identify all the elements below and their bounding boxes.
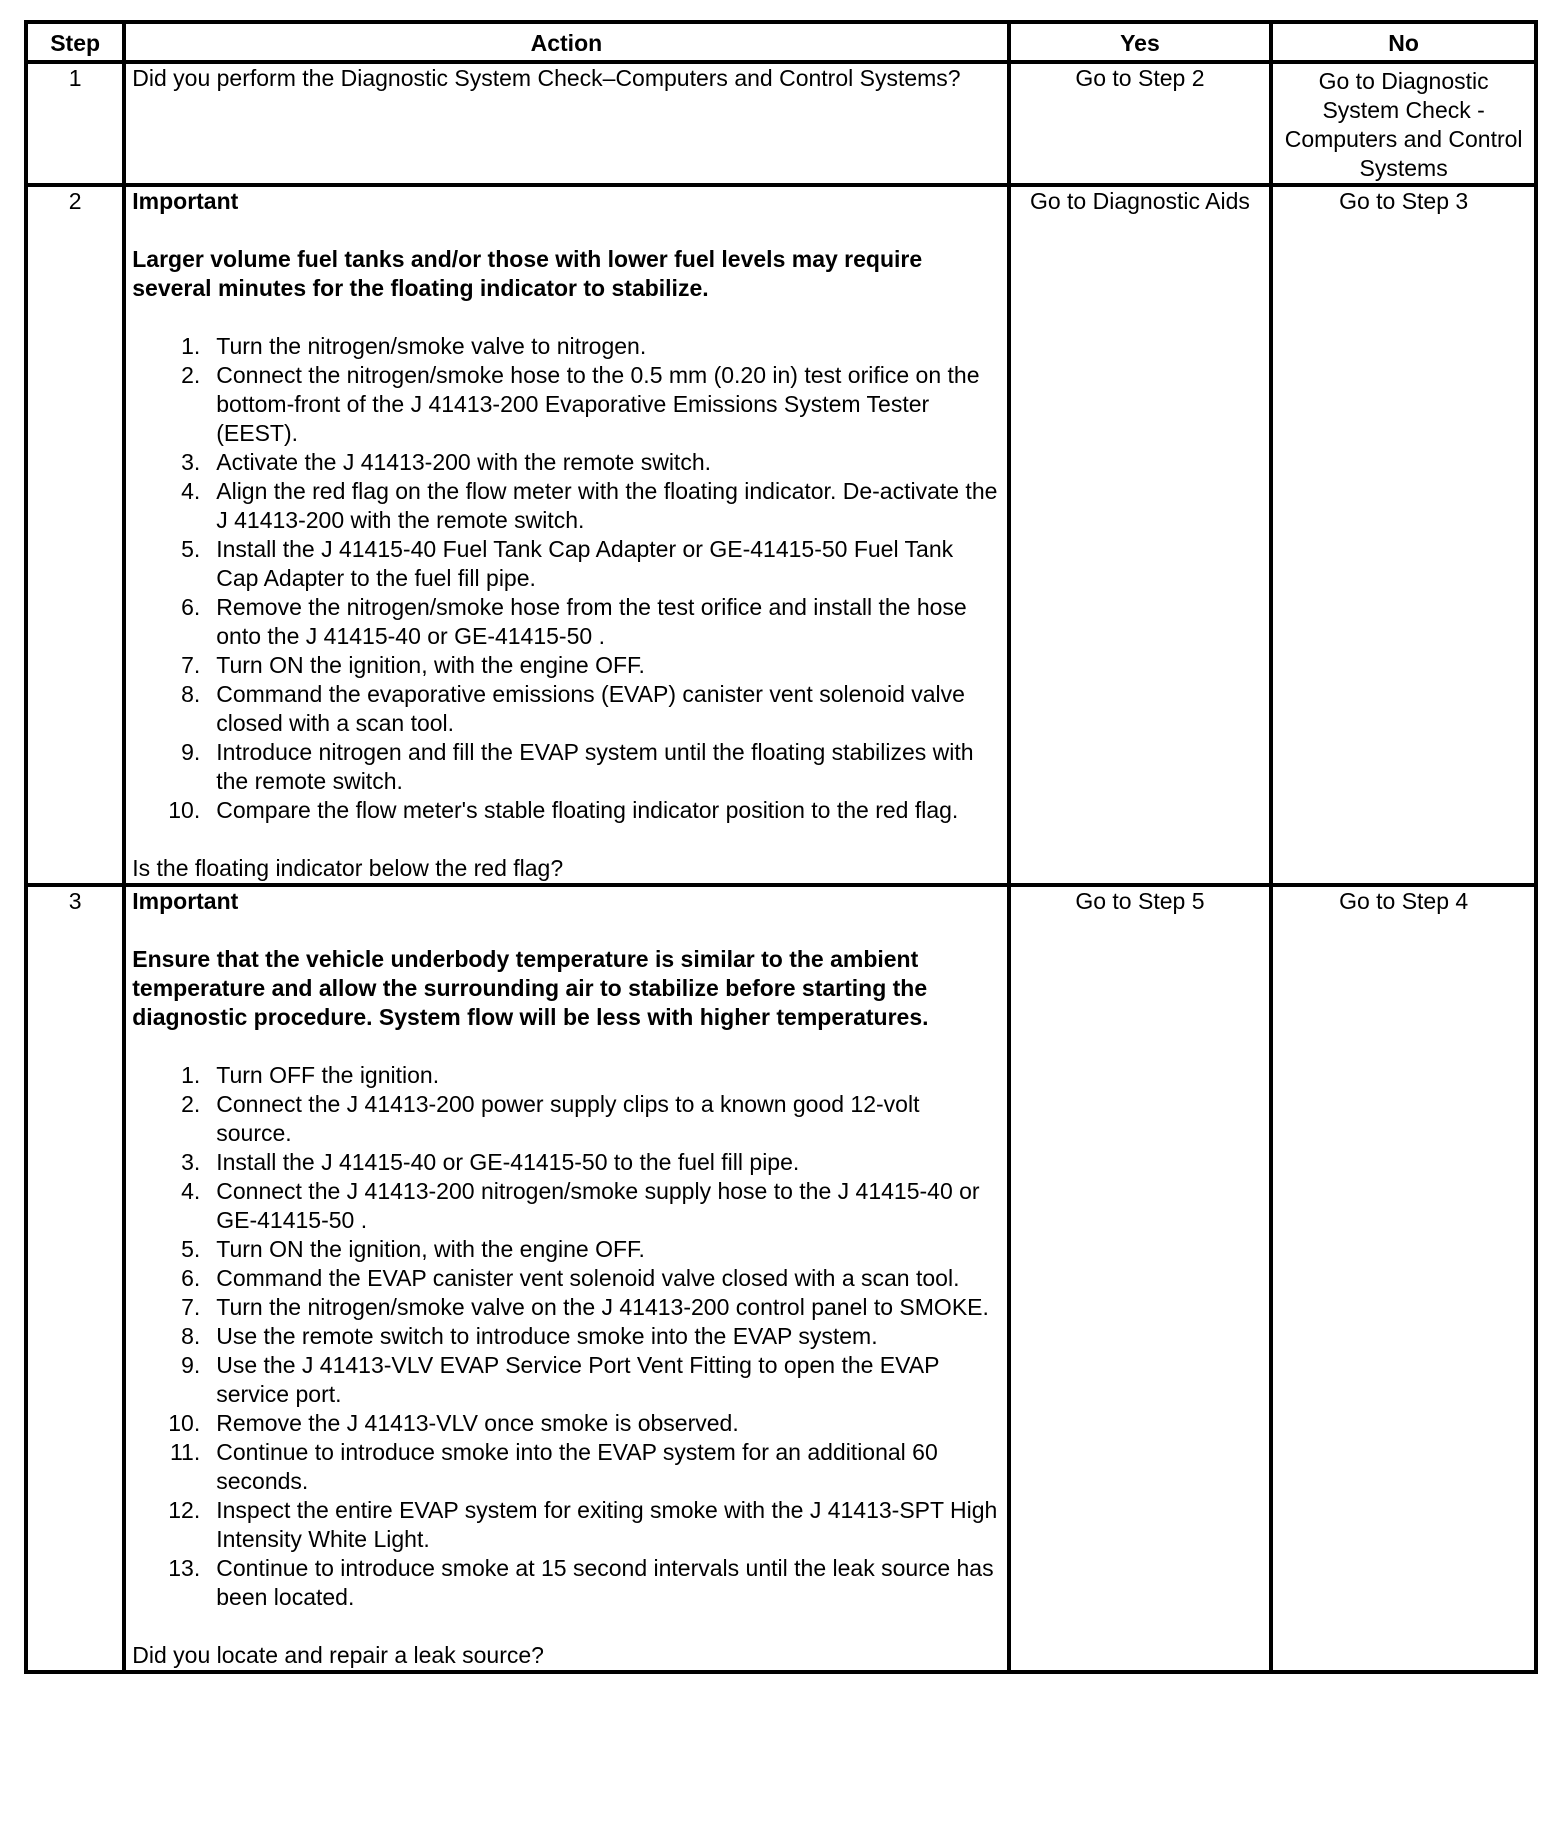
list-item-text: Introduce nitrogen and fill the EVAP system until the floating stabilizes with the remote switch. — [216, 739, 974, 794]
question-text: Did you locate and repair a leak source? — [132, 1642, 544, 1668]
header-action: Action — [124, 22, 1008, 62]
list-item-text: Remove the nitrogen/smoke hose from the test orifice and install the hose onto the J 41415-40 or GE-41415-50 . — [216, 594, 967, 649]
header-row — [26, 22, 1536, 62]
list-item — [132, 738, 1000, 796]
list-item-text: Connect the nitrogen/smoke hose to the 0.5 mm (0.20 in) test orifice on the bottom-front of the J 41413-200 Evaporative Emissions System Tester (EEST). — [216, 362, 980, 446]
list-item-number: 4. — [181, 478, 201, 504]
list-item-number: 8. — [181, 1323, 201, 1349]
list-item — [132, 796, 1000, 825]
list-item-number: 1. — [181, 333, 201, 359]
yes-cell: Go to Diagnostic Aids — [1009, 185, 1272, 885]
list-item-number: 3. — [181, 1149, 201, 1175]
list-item-number: 4. — [181, 1178, 201, 1204]
list-item-number: 10. — [168, 1410, 201, 1436]
list-item-text: Use the remote switch to introduce smoke into the EVAP system. — [216, 1323, 878, 1349]
step-number: 2 — [26, 185, 124, 885]
list-item-text: Align the red flag on the flow meter with the floating indicator. De-activate the J 41413-200 with the remote switch. — [216, 478, 998, 533]
list-item-text: Turn the nitrogen/smoke valve on the J 41413-200 control panel to SMOKE. — [216, 1294, 989, 1320]
list-item-number: 6. — [181, 594, 201, 620]
list-item-number: 13. — [168, 1555, 201, 1581]
list-item-number: 8. — [181, 681, 201, 707]
list-item — [132, 448, 1000, 477]
list-item — [132, 1351, 1000, 1409]
list-item — [132, 1438, 1000, 1496]
list-item-number: 2. — [181, 362, 201, 388]
list-item — [132, 1235, 1000, 1264]
list-item — [132, 1264, 1000, 1293]
header-yes: Yes — [1009, 22, 1272, 62]
list-item — [132, 1409, 1000, 1438]
step-number: 1 — [26, 62, 124, 185]
diagnostic-table — [24, 20, 1538, 1674]
list-item-text: Command the EVAP canister vent solenoid valve closed with a scan tool. — [216, 1265, 960, 1291]
list-item-number: 6. — [181, 1265, 201, 1291]
list-item — [132, 680, 1000, 738]
list-item-number: 10. — [168, 797, 201, 823]
procedure-list — [132, 1061, 1000, 1612]
list-item — [132, 1293, 1000, 1322]
list-item-number: 1. — [181, 1062, 201, 1088]
list-item — [132, 332, 1000, 361]
list-item-text: Turn ON the ignition, with the engine OFF. — [216, 1236, 645, 1262]
list-item — [132, 477, 1000, 535]
action-cell — [124, 885, 1008, 1672]
no-cell: Go to Step 4 — [1271, 885, 1536, 1672]
list-item-text: Turn ON the ignition, with the engine OFF. — [216, 652, 645, 678]
list-item-text: Compare the flow meter's stable floating indicator position to the red flag. — [216, 797, 959, 823]
list-item-text: Inspect the entire EVAP system for exiting smoke with the J 41413-SPT High Intensity White Light. — [216, 1497, 998, 1552]
list-item — [132, 1554, 1000, 1612]
table-row-step-3 — [26, 885, 1536, 1672]
list-item — [132, 1322, 1000, 1351]
header-step: Step — [26, 22, 124, 62]
list-item-text: Install the J 41415-40 or GE-41415-50 to the fuel fill pipe. — [216, 1149, 800, 1175]
list-item-number: 5. — [181, 1236, 201, 1262]
table-row-step-2 — [26, 185, 1536, 885]
list-item-text: Install the J 41415-40 Fuel Tank Cap Adapter or GE-41415-50 Fuel Tank Cap Adapter to the fuel fill pipe. — [216, 536, 954, 591]
list-item-text: Activate the J 41413-200 with the remote switch. — [216, 449, 712, 475]
list-item-number: 9. — [181, 739, 201, 765]
list-item-number: 5. — [181, 536, 201, 562]
important-text: Ensure that the vehicle underbody temperature is similar to the ambient temperature and allow the surrounding air to stabilize before starting the diagnostic procedure. System flow will be less with higher temperatures. — [132, 946, 929, 1030]
list-item — [132, 535, 1000, 593]
no-cell: Go to Diagnostic System Check - Computers and Control Systems — [1271, 62, 1536, 185]
header-no: No — [1271, 22, 1536, 62]
list-item-number: 12. — [168, 1497, 201, 1523]
list-item-number: 2. — [181, 1091, 201, 1117]
list-item — [132, 1090, 1000, 1148]
list-item-number: 9. — [181, 1352, 201, 1378]
table-row-step-1 — [26, 62, 1536, 185]
yes-cell: Go to Step 2 — [1009, 62, 1272, 185]
list-item-text: Connect the J 41413-200 nitrogen/smoke supply hose to the J 41415-40 or GE-41415-50 . — [216, 1178, 980, 1233]
list-item — [132, 651, 1000, 680]
important-label: Important — [132, 888, 239, 914]
list-item-text: Turn OFF the ignition. — [216, 1062, 440, 1088]
yes-cell: Go to Step 5 — [1009, 885, 1272, 1672]
action-cell — [124, 62, 1008, 185]
list-item-text: Turn the nitrogen/smoke valve to nitrogen. — [216, 333, 647, 359]
list-item — [132, 1496, 1000, 1554]
list-item-text: Continue to introduce smoke at 15 second intervals until the leak source has been located. — [216, 1555, 994, 1610]
list-item — [132, 1177, 1000, 1235]
procedure-list — [132, 332, 1000, 825]
list-item-text: Use the J 41413-VLV EVAP Service Port Vent Fitting to open the EVAP service port. — [216, 1352, 940, 1407]
list-item-text: Command the evaporative emissions (EVAP) canister vent solenoid valve closed with a scan tool. — [216, 681, 965, 736]
question-text: Is the floating indicator below the red flag? — [132, 855, 564, 881]
list-item-text: Continue to introduce smoke into the EVAP system for an additional 60 seconds. — [216, 1439, 938, 1494]
question-text: Did you perform the Diagnostic System Check–Computers and Control Systems? — [132, 65, 961, 91]
list-item-text: Connect the J 41413-200 power supply clips to a known good 12-volt source. — [216, 1091, 920, 1146]
list-item-text: Remove the J 41413-VLV once smoke is observed. — [216, 1410, 739, 1436]
list-item-number: 7. — [181, 1294, 201, 1320]
list-item — [132, 1148, 1000, 1177]
step-number: 3 — [26, 885, 124, 1672]
list-item-number: 3. — [181, 449, 201, 475]
action-cell — [124, 185, 1008, 885]
list-item — [132, 361, 1000, 448]
list-item — [132, 593, 1000, 651]
list-item-number: 7. — [181, 652, 201, 678]
list-item-number: 11. — [169, 1439, 201, 1465]
list-item — [132, 1061, 1000, 1090]
important-label: Important — [132, 188, 239, 214]
no-cell: Go to Step 3 — [1271, 185, 1536, 885]
important-text: Larger volume fuel tanks and/or those with lower fuel levels may require several minutes for the floating indicator to stabilize. — [132, 246, 923, 301]
